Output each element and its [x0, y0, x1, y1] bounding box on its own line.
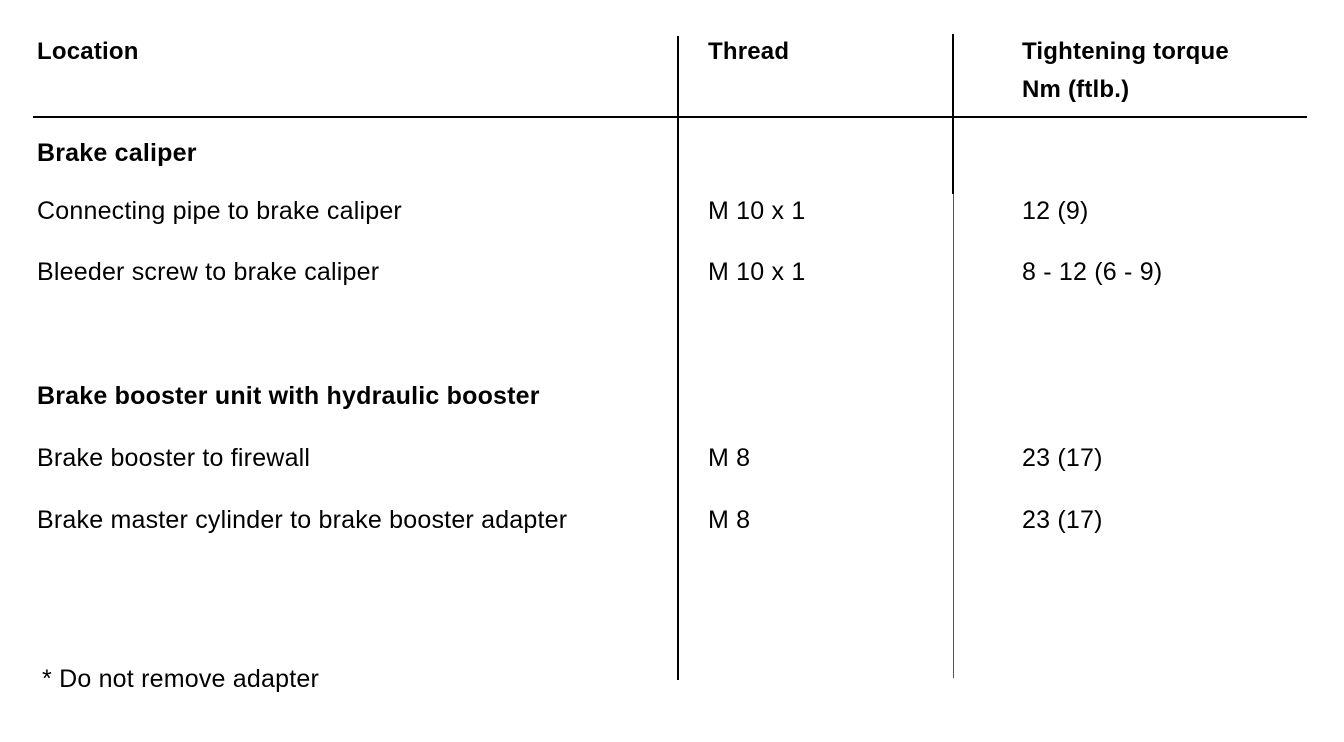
header-thread: Thread — [708, 38, 790, 65]
header-torque-line2: Nm (ftlb.) — [1022, 76, 1130, 103]
table-row-torque: 12 (9) — [1022, 197, 1089, 225]
header-location: Location — [37, 38, 139, 65]
table-row-location: Brake booster to firewall — [37, 444, 311, 472]
header-torque-line1: Tightening torque — [1022, 38, 1229, 65]
table-row-torque: 23 (17) — [1022, 506, 1103, 534]
table-row-thread: M 8 — [708, 506, 751, 534]
table-row-torque: 23 (17) — [1022, 444, 1103, 472]
column-divider-torque-lower — [953, 194, 954, 678]
section-title-brake-booster: Brake booster unit with hydraulic booster — [37, 382, 540, 410]
table-row-torque: 8 - 12 (6 - 9) — [1022, 258, 1163, 286]
table-row-location: Brake master cylinder to brake booster adapter — [37, 506, 568, 534]
table-row-thread: M 10 x 1 — [708, 258, 806, 286]
table-row-location: Bleeder screw to brake caliper — [37, 258, 380, 286]
table-row-thread: M 10 x 1 — [708, 197, 806, 225]
table-row-thread: M 8 — [708, 444, 751, 472]
column-divider-torque-upper — [952, 34, 954, 194]
table-row-location: Connecting pipe to brake caliper — [37, 197, 402, 225]
header-divider — [33, 116, 1307, 118]
section-title-brake-caliper: Brake caliper — [37, 139, 197, 167]
column-divider-thread — [677, 36, 679, 680]
footnote: * Do not remove adapter — [42, 665, 319, 693]
